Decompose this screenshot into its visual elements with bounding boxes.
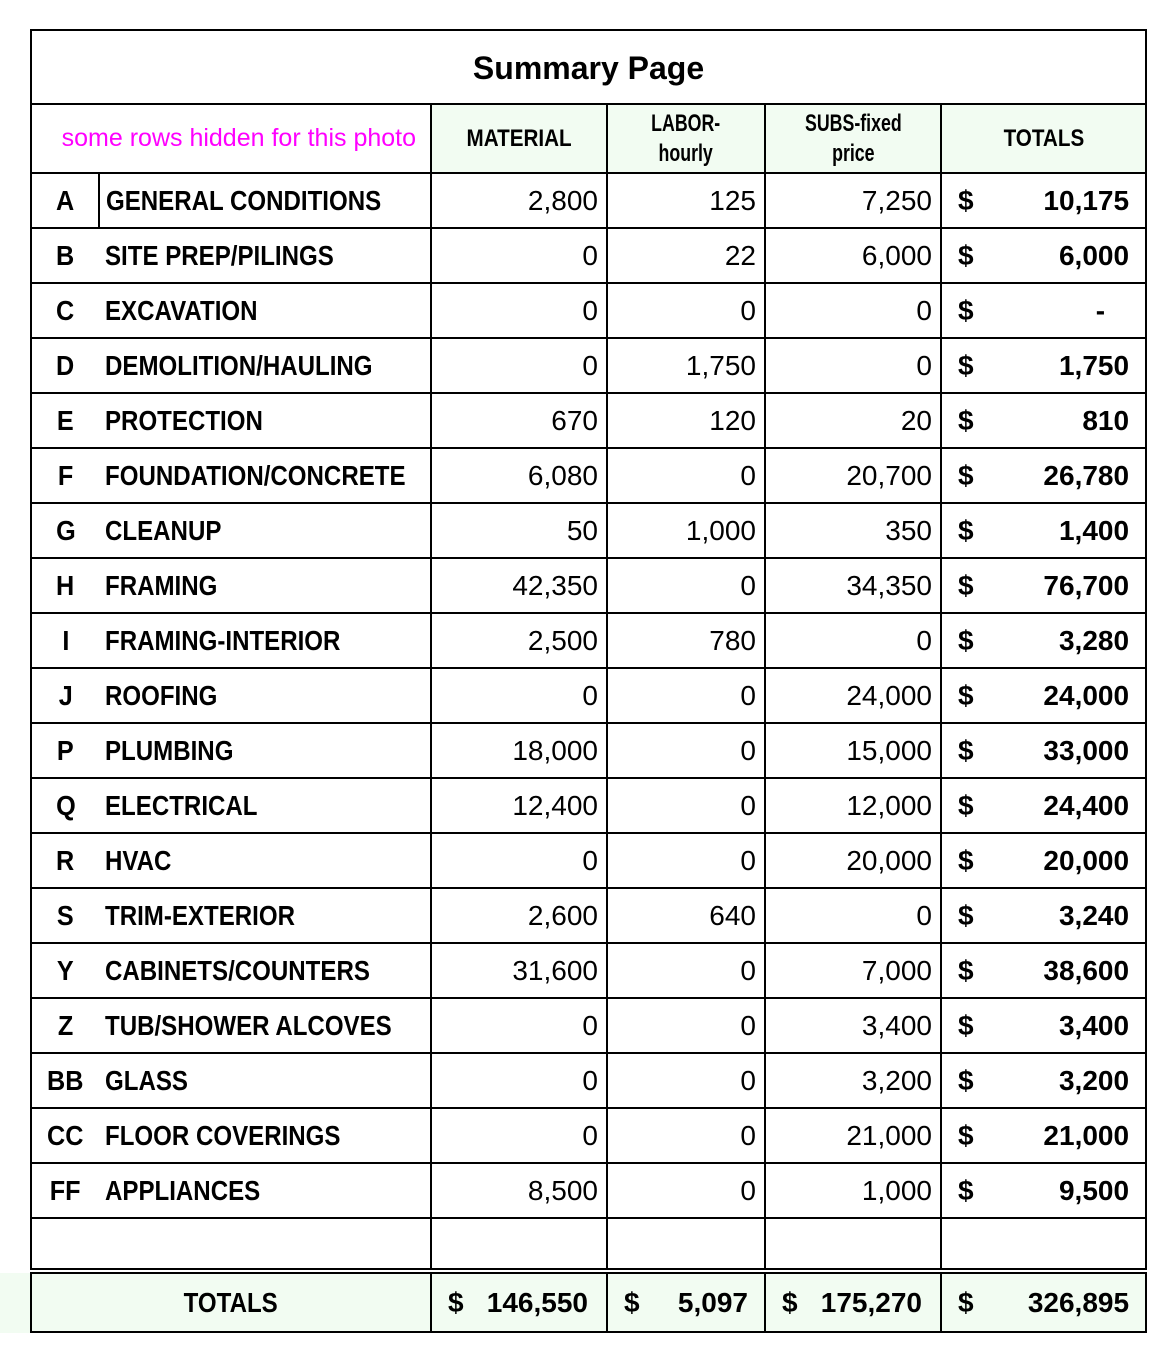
currency-symbol: $ <box>958 404 974 436</box>
table-row-h <box>31 558 1146 613</box>
summary-sheet <box>30 29 1145 1333</box>
currency-symbol: $ <box>958 734 974 766</box>
material-cell[interactable]: 31,600 <box>431 943 607 998</box>
header-row <box>31 104 1146 173</box>
labor-cell[interactable]: 640 <box>607 888 765 943</box>
row-total: - <box>1095 294 1106 326</box>
subs-cell[interactable]: 7,250 <box>765 173 941 228</box>
table-row-bb <box>31 1053 1146 1108</box>
labor-cell[interactable]: 120 <box>607 393 765 448</box>
labor-cell[interactable]: 0 <box>607 1163 765 1218</box>
subs-cell[interactable]: 7,000 <box>765 943 941 998</box>
empty-cell[interactable] <box>765 1218 941 1269</box>
labor-cell[interactable]: 1,750 <box>607 338 765 393</box>
table-row-g <box>31 503 1146 558</box>
page-title: Summary Page <box>31 30 1146 104</box>
row-category[interactable]: CLEANUP <box>99 503 431 558</box>
row-total: 3,240 <box>1058 899 1130 931</box>
subs-cell[interactable]: 24,000 <box>765 668 941 723</box>
row-total: 26,780 <box>1043 459 1130 491</box>
row-category[interactable]: TRIM-EXTERIOR <box>99 888 431 943</box>
material-cell[interactable]: 2,500 <box>431 613 607 668</box>
row-total-cell[interactable] <box>941 1163 1146 1218</box>
row-code: J <box>31 668 99 723</box>
empty-cell[interactable] <box>431 1218 607 1269</box>
empty-cell[interactable] <box>31 1218 431 1269</box>
row-category[interactable]: EXCAVATION <box>99 283 431 338</box>
row-category[interactable]: FRAMING-INTERIOR <box>99 613 431 668</box>
row-total-cell[interactable] <box>941 833 1146 888</box>
material-cell[interactable]: 50 <box>431 503 607 558</box>
row-category[interactable]: CABINETS/COUNTERS <box>99 943 431 998</box>
total-subs-cell[interactable] <box>765 1273 941 1332</box>
subs-cell[interactable]: 20 <box>765 393 941 448</box>
row-total: 24,400 <box>1043 789 1130 821</box>
currency-symbol: $ <box>958 1119 974 1151</box>
currency-symbol: $ <box>958 1174 974 1206</box>
row-category[interactable]: SITE PREP/PILINGS <box>99 228 431 283</box>
row-category[interactable]: PLUMBING <box>99 723 431 778</box>
row-total: 810 <box>1082 404 1130 436</box>
material-cell[interactable]: 0 <box>431 338 607 393</box>
column-header-material[interactable]: MATERIAL <box>431 104 607 173</box>
subs-cell[interactable]: 15,000 <box>765 723 941 778</box>
currency-symbol: $ <box>958 459 974 491</box>
subs-cell[interactable]: 20,000 <box>765 833 941 888</box>
currency-symbol: $ <box>958 1286 974 1318</box>
labor-cell[interactable]: 125 <box>607 173 765 228</box>
currency-symbol: $ <box>958 899 974 931</box>
table-row-j <box>31 668 1146 723</box>
subs-cell[interactable]: 20,700 <box>765 448 941 503</box>
row-category[interactable]: APPLIANCES <box>99 1163 431 1218</box>
subs-cell[interactable]: 350 <box>765 503 941 558</box>
table-row-s <box>31 888 1146 943</box>
row-total-cell[interactable] <box>941 173 1146 228</box>
table-row-b <box>31 228 1146 283</box>
row-total-cell[interactable] <box>941 338 1146 393</box>
row-total: 3,280 <box>1058 624 1130 656</box>
title-row <box>31 30 1146 104</box>
row-code: Z <box>31 998 99 1053</box>
currency-symbol: $ <box>782 1286 798 1318</box>
labor-cell[interactable]: 0 <box>607 668 765 723</box>
table-row-c <box>31 283 1146 338</box>
table-row-r <box>31 833 1146 888</box>
row-category[interactable]: ROOFING <box>99 668 431 723</box>
row-total: 33,000 <box>1043 734 1130 766</box>
currency-symbol: $ <box>958 349 974 381</box>
table-row-f <box>31 448 1146 503</box>
row-total: 38,600 <box>1043 954 1130 986</box>
currency-symbol: $ <box>624 1286 640 1318</box>
row-total-cell[interactable] <box>941 778 1146 833</box>
table-row-q <box>31 778 1146 833</box>
table-row-d <box>31 338 1146 393</box>
column-header-subs[interactable]: SUBS-fixed price <box>765 104 941 173</box>
row-code: H <box>31 558 99 613</box>
row-total: 20,000 <box>1043 844 1130 876</box>
total-subs: 175,270 <box>820 1286 922 1318</box>
row-total: 3,400 <box>1058 1009 1130 1041</box>
table-row-e <box>31 393 1146 448</box>
labor-cell[interactable]: 1,000 <box>607 503 765 558</box>
row-total-cell[interactable] <box>941 888 1146 943</box>
row-total: 3,200 <box>1058 1064 1130 1096</box>
row-total: 1,750 <box>1058 349 1130 381</box>
row-total: 9,500 <box>1058 1174 1130 1206</box>
row-code: I <box>31 613 99 668</box>
row-category[interactable]: FOUNDATION/CONCRETE <box>99 448 431 503</box>
row-total-cell[interactable] <box>941 1108 1146 1163</box>
currency-symbol: $ <box>958 294 974 326</box>
row-category[interactable]: ELECTRICAL <box>99 778 431 833</box>
row-category[interactable]: DEMOLITION/HAULING <box>99 338 431 393</box>
currency-symbol: $ <box>958 569 974 601</box>
subs-cell[interactable]: 0 <box>765 888 941 943</box>
row-total-cell[interactable] <box>941 283 1146 338</box>
row-total-cell[interactable] <box>941 393 1146 448</box>
row-code: A <box>31 173 99 228</box>
row-category[interactable]: HVAC <box>99 833 431 888</box>
row-category[interactable]: GLASS <box>99 1053 431 1108</box>
currency-symbol: $ <box>958 239 974 271</box>
row-code: CC <box>31 1108 99 1163</box>
subs-cell[interactable]: 3,400 <box>765 998 941 1053</box>
table-row-a <box>31 173 1146 228</box>
labor-cell[interactable]: 0 <box>607 558 765 613</box>
row-code: F <box>31 448 99 503</box>
material-cell[interactable]: 42,350 <box>431 558 607 613</box>
labor-cell[interactable]: 22 <box>607 228 765 283</box>
totals-row-band <box>0 1273 30 1333</box>
labor-cell[interactable]: 0 <box>607 778 765 833</box>
row-code: BB <box>31 1053 99 1108</box>
empty-cell[interactable] <box>941 1218 1146 1269</box>
labor-cell[interactable]: 0 <box>607 1053 765 1108</box>
material-cell[interactable]: 0 <box>431 1108 607 1163</box>
table-row-p <box>31 723 1146 778</box>
column-header-totals[interactable]: TOTALS <box>941 104 1146 173</box>
totals-row <box>31 1273 1146 1332</box>
row-total-cell[interactable] <box>941 998 1146 1053</box>
row-total-cell[interactable] <box>941 668 1146 723</box>
row-code: Q <box>31 778 99 833</box>
labor-cell[interactable]: 0 <box>607 448 765 503</box>
currency-symbol: $ <box>958 184 974 216</box>
currency-symbol: $ <box>958 789 974 821</box>
empty-cell[interactable] <box>607 1218 765 1269</box>
row-category[interactable]: PROTECTION <box>99 393 431 448</box>
labor-cell[interactable]: 0 <box>607 723 765 778</box>
row-total: 10,175 <box>1043 184 1130 216</box>
material-cell[interactable]: 0 <box>431 998 607 1053</box>
total-material-cell[interactable] <box>431 1273 607 1332</box>
summary-table <box>30 29 1147 1333</box>
row-total: 24,000 <box>1043 679 1130 711</box>
currency-symbol: $ <box>958 514 974 546</box>
row-total-cell[interactable] <box>941 228 1146 283</box>
row-code: P <box>31 723 99 778</box>
grand-total: 326,895 <box>1027 1286 1130 1318</box>
labor-cell[interactable]: 0 <box>607 283 765 338</box>
labor-cell[interactable]: 0 <box>607 833 765 888</box>
column-header-labor[interactable]: LABOR- hourly <box>607 104 765 173</box>
row-total-cell[interactable] <box>941 943 1146 998</box>
currency-symbol: $ <box>958 844 974 876</box>
table-row-i <box>31 613 1146 668</box>
labor-cell[interactable]: 0 <box>607 943 765 998</box>
table-row-ff <box>31 1163 1146 1218</box>
row-category[interactable]: FRAMING <box>99 558 431 613</box>
row-total-cell[interactable] <box>941 558 1146 613</box>
row-code: Y <box>31 943 99 998</box>
row-total: 6,000 <box>1058 239 1130 271</box>
labor-cell[interactable]: 780 <box>607 613 765 668</box>
hidden-rows-note: some rows hidden for this photo <box>31 104 431 173</box>
subs-cell[interactable]: 12,000 <box>765 778 941 833</box>
row-category[interactable]: GENERAL CONDITIONS <box>99 173 431 228</box>
material-cell[interactable]: 0 <box>431 283 607 338</box>
totals-label: TOTALS <box>31 1273 431 1332</box>
material-cell[interactable]: 2,800 <box>431 173 607 228</box>
row-total: 21,000 <box>1043 1119 1130 1151</box>
currency-symbol: $ <box>958 1064 974 1096</box>
row-code: C <box>31 283 99 338</box>
material-cell[interactable]: 18,000 <box>431 723 607 778</box>
row-total-cell[interactable] <box>941 613 1146 668</box>
subs-cell[interactable]: 34,350 <box>765 558 941 613</box>
row-total: 76,700 <box>1043 569 1130 601</box>
table-row-y <box>31 943 1146 998</box>
material-cell[interactable]: 6,080 <box>431 448 607 503</box>
subs-cell[interactable]: 6,000 <box>765 228 941 283</box>
row-code: S <box>31 888 99 943</box>
row-code: D <box>31 338 99 393</box>
row-code: R <box>31 833 99 888</box>
row-code: B <box>31 228 99 283</box>
row-category[interactable]: FLOOR COVERINGS <box>99 1108 431 1163</box>
row-category[interactable]: TUB/SHOWER ALCOVES <box>99 998 431 1053</box>
table-row-z <box>31 998 1146 1053</box>
row-code: G <box>31 503 99 558</box>
subs-cell[interactable]: 0 <box>765 613 941 668</box>
material-cell[interactable]: 2,600 <box>431 888 607 943</box>
row-total-cell[interactable] <box>941 723 1146 778</box>
material-cell[interactable]: 0 <box>431 833 607 888</box>
row-total-cell[interactable] <box>941 503 1146 558</box>
subs-cell[interactable]: 0 <box>765 338 941 393</box>
subs-cell[interactable]: 3,200 <box>765 1053 941 1108</box>
row-total: 1,400 <box>1058 514 1130 546</box>
total-labor: 5,097 <box>677 1286 748 1318</box>
table-row-cc <box>31 1108 1146 1163</box>
subs-cell[interactable]: 1,000 <box>765 1163 941 1218</box>
material-cell[interactable]: 8,500 <box>431 1163 607 1218</box>
material-cell[interactable]: 12,400 <box>431 778 607 833</box>
grand-total-cell[interactable] <box>941 1273 1146 1332</box>
total-labor-cell[interactable] <box>607 1273 765 1332</box>
subs-cell[interactable]: 21,000 <box>765 1108 941 1163</box>
subs-cell[interactable]: 0 <box>765 283 941 338</box>
row-code: FF <box>31 1163 99 1218</box>
currency-symbol: $ <box>958 1009 974 1041</box>
currency-symbol: $ <box>958 954 974 986</box>
labor-cell[interactable]: 0 <box>607 998 765 1053</box>
material-cell[interactable]: 0 <box>431 668 607 723</box>
row-total-cell[interactable] <box>941 1053 1146 1108</box>
row-code: E <box>31 393 99 448</box>
material-cell[interactable]: 0 <box>431 1053 607 1108</box>
empty-row <box>31 1218 1146 1269</box>
total-material: 146,550 <box>486 1286 588 1318</box>
material-cell[interactable]: 0 <box>431 228 607 283</box>
row-total-cell[interactable] <box>941 448 1146 503</box>
currency-symbol: $ <box>958 679 974 711</box>
currency-symbol: $ <box>958 624 974 656</box>
labor-cell[interactable]: 0 <box>607 1108 765 1163</box>
material-cell[interactable]: 670 <box>431 393 607 448</box>
currency-symbol: $ <box>448 1286 464 1318</box>
